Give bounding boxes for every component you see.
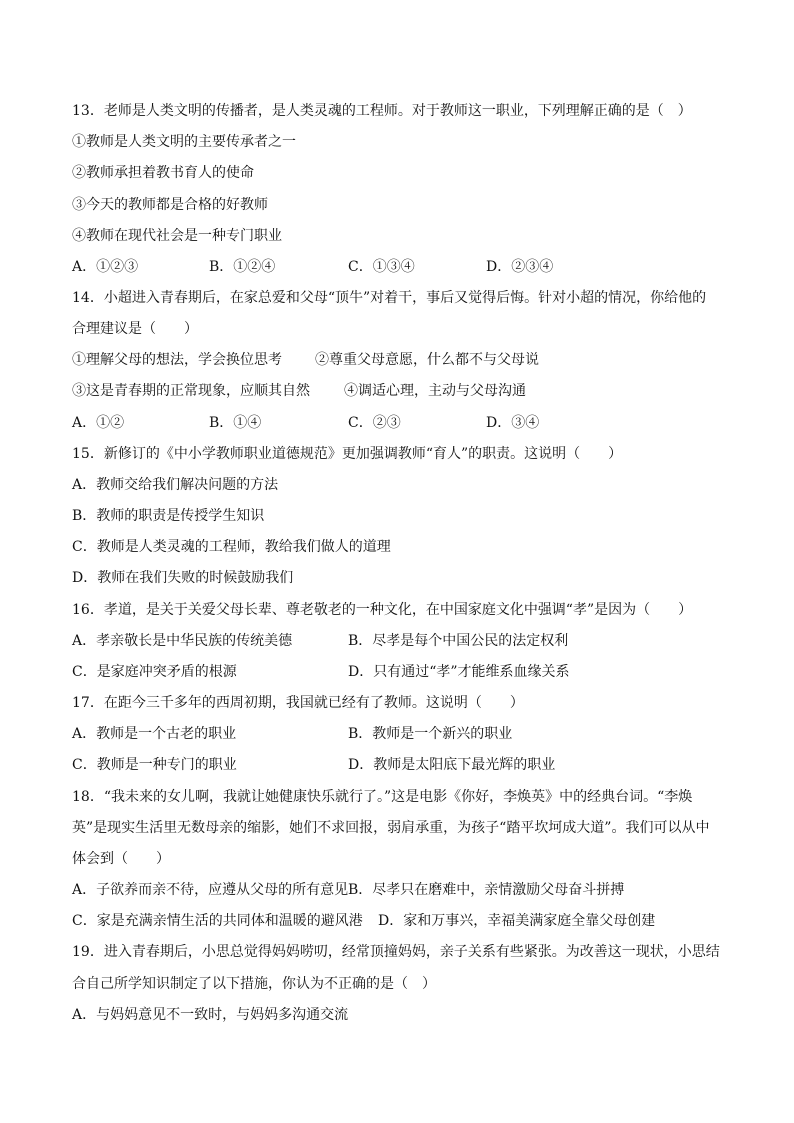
question-text: 合自己所学知识制定了以下措施，你认为不正确的是（ ） — [72, 976, 436, 992]
option-b: B．教师是一个新兴的职业 — [348, 726, 513, 742]
statement-3: ③今天的教师都是合格的好教师 — [72, 197, 268, 213]
option-b: B．①②④ — [209, 259, 276, 275]
option-d: D．教师在我们失败的时候鼓励我们 — [72, 570, 294, 586]
option-c: C．①③④ — [348, 259, 415, 275]
statement-4: ④教师在现代社会是一种专门职业 — [72, 228, 282, 244]
question-text: 17．在距今三千多年的西周初期，我国就已经有了教师。这说明（ ） — [72, 695, 524, 711]
option-b: B．尽孝只在磨难中，亲情激励父母奋斗拼搏 — [348, 882, 625, 898]
question-text: 英”是现实生活里无数母亲的缩影，她们不求回报，弱肩承重，为孩子“踏平坎坷成大道”。我们可以从中 — [72, 820, 710, 836]
statement-1: ①教师是人类文明的主要传承者之一 — [72, 134, 296, 150]
question-text: 13．老师是人类文明的传播者，是人类灵魂的工程师。对于教师这一职业，下列理解正确的是（ ） — [72, 103, 692, 119]
question-text: 16．孝道，是关于关爱父母长辈、尊老敬老的一种文化，在中国家庭文化中强调“孝”是因为（ ） — [72, 602, 693, 618]
option-c: C．教师是一种专门的职业 — [72, 757, 237, 773]
option-a: A．子欲养而亲不待，应遵从父母的所有意见 — [72, 882, 349, 898]
question-text: 19．进入青春期后，小思总觉得妈妈唠叨，经常顶撞妈妈，亲子关系有些紧张。为改善这一现状，小思结 — [72, 944, 720, 960]
statement-2: ②教师承担着教书育人的使命 — [72, 165, 254, 181]
statement-1: ①理解父母的想法，学会换位思考 — [72, 352, 282, 368]
statement-4: ④调适心理，主动与父母沟通 — [344, 383, 526, 399]
question-text: 15．新修订的《中小学教师职业道德规范》更加强调教师“育人”的职责。这说明（ ） — [72, 446, 623, 462]
question-text: 体会到（ ） — [72, 851, 170, 867]
option-d: D．只有通过“孝”才能维系血缘关系 — [348, 664, 570, 680]
option-a: A．教师交给我们解决问题的方法 — [72, 477, 279, 493]
statement-2: ②尊重父母意愿，什么都不与父母说 — [315, 352, 539, 368]
option-b: B．①④ — [209, 415, 262, 431]
question-text: 14．小超进入青春期后，在家总爱和父母“顶牛”对着干，事后又觉得后悔。针对小超的情况，你给他的 — [72, 290, 707, 306]
option-c: C．教师是人类灵魂的工程师，教给我们做人的道理 — [72, 539, 391, 555]
question-text: 18．“我未来的女儿啊，我就让她健康快乐就行了。”这是电影《你好，李焕英》中的经典台词。“李焕 — [72, 789, 693, 805]
option-d: D．②③④ — [486, 259, 554, 275]
statement-3: ③这是青春期的正常现象，应顺其自然 — [72, 383, 310, 399]
question-text: 合理建议是（ ） — [72, 321, 198, 337]
option-b: B．教师的职责是传授学生知识 — [72, 508, 265, 524]
option-a: A．孝亲敬长是中华民族的传统美德 — [72, 633, 293, 649]
option-a: A．①②③ — [72, 259, 139, 275]
option-c: C．②③ — [348, 415, 401, 431]
option-a: A．教师是一个古老的职业 — [72, 726, 237, 742]
option-a: A．①② — [72, 415, 125, 431]
option-a: A．与妈妈意见不一致时，与妈妈多沟通交流 — [72, 1007, 349, 1023]
option-b: B．尽孝是每个中国公民的法定权利 — [348, 633, 569, 649]
option-d: D．③④ — [486, 415, 540, 431]
option-c: C．家是充满亲情生活的共同体和温暖的避风港 — [72, 913, 363, 929]
option-c: C．是家庭冲突矛盾的根源 — [72, 664, 237, 680]
option-d: D．教师是太阳底下最光辉的职业 — [348, 757, 556, 773]
option-d: D．家和万事兴，幸福美满家庭全靠父母创建 — [378, 913, 656, 929]
